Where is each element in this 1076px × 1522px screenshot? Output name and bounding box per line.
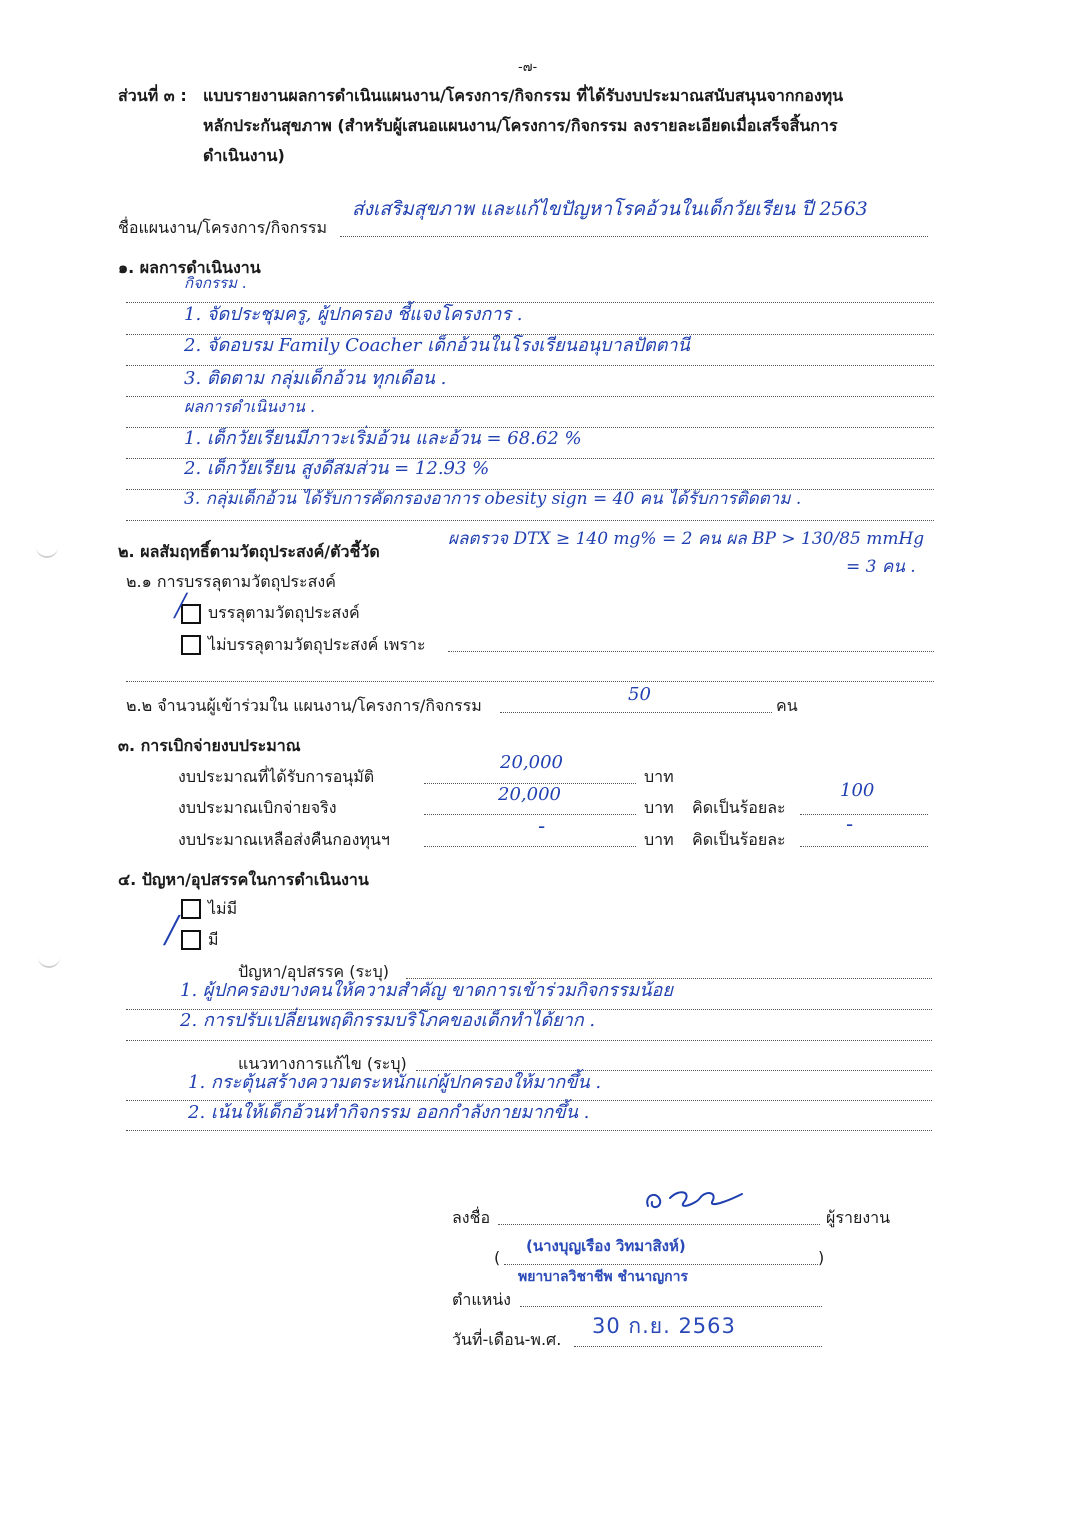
result-line-4: ผลการดำเนินงาน .: [184, 397, 316, 416]
objective-subheading: ๒.๑ การบรรลุตามวัตถุประสงค์: [126, 572, 336, 591]
budget-approved-value: 20,000: [500, 752, 563, 773]
not-achieved-dotline-2: [126, 681, 934, 682]
result-line-1: 1. จัดประชุมครู, ผู้ปกครอง ชี้แจงโครงการ .: [184, 304, 523, 325]
budget-returned-baht: บาท: [644, 830, 674, 849]
position-dotline: [520, 1306, 822, 1307]
name-close-paren: ): [818, 1248, 825, 1267]
results-dotline-1: [126, 302, 934, 303]
project-dotline: [340, 236, 928, 237]
budget-spent-percent: 100: [840, 780, 875, 801]
budget-spent-percent-label: คิดเป็นร้อยละ: [692, 798, 786, 817]
result-line-5: 1. เด็กวัยเรียนมีภาวะเริ่มอ้วน และอ้วน = 68.62 %: [184, 428, 582, 449]
result-line-6: 2. เด็กวัยเรียน สูงดีสมส่วน = 12.93 %: [184, 458, 490, 479]
participants-label: ๒.๒ จำนวนผู้เข้าร่วมใน แผนงาน/โครงการ/กิจกรรม: [126, 696, 482, 715]
section-label: ส่วนที่ ๓ :: [118, 86, 187, 105]
solution-dotline-3: [126, 1130, 932, 1131]
budget-approved-label: งบประมาณที่ได้รับการอนุมัติ: [178, 767, 375, 786]
has-problem-checkbox[interactable]: [181, 930, 201, 950]
not-achieved-label: ไม่บรรลุตามวัตถุประสงค์ เพราะ: [208, 635, 426, 654]
not-achieved-dotline: [448, 651, 934, 652]
solution-line-1: 1. กระตุ้นสร้างความตระหนักแก่ผู้ปกครองให้มากขึ้น .: [188, 1072, 602, 1093]
achieved-check-mark: ╱: [174, 594, 188, 619]
results-dotline-3: [126, 365, 934, 366]
name-open-paren: (: [494, 1248, 501, 1267]
results-heading: ๑. ผลการดำเนินงาน: [118, 258, 261, 277]
solution-dotline-2: [126, 1100, 932, 1101]
result-line-3: 3. ติดตาม กลุ่มเด็กอ้วน ทุกเดือน .: [184, 368, 447, 389]
results-dotline-8: [126, 520, 934, 521]
result-line-2: 2. จัดอบรม Family Coacher เด็กอ้วนในโรงเรียนอนุบาลปัตตานี: [184, 335, 690, 356]
participants-value: 50: [628, 684, 651, 705]
date-value: 30 ก.ย. 2563: [592, 1314, 736, 1338]
signer-name: (นางบุญเรือง วิทมาสิงห์): [526, 1237, 686, 1255]
solution-label: แนวทางการแก้ไข (ระบุ): [238, 1054, 407, 1073]
budget-approved-baht: บาท: [644, 767, 674, 786]
page-number: -๗-: [518, 60, 538, 75]
achieved-label: บรรลุตามวัตถุประสงค์: [208, 603, 360, 622]
participants-unit: คน: [776, 696, 798, 715]
participants-dotline: [500, 712, 772, 713]
issue-line-2: 2. การปรับเปลี่ยนพฤติกรรมบริโภคของเด็กทำได้ยาก .: [180, 1010, 596, 1031]
date-label: วันที่-เดือน-พ.ศ.: [452, 1330, 562, 1349]
date-dotline: [574, 1346, 822, 1347]
position-label: ตำแหน่ง: [452, 1290, 511, 1309]
result-line-0: กิจกรรม .: [184, 274, 247, 292]
solution-line-2: 2. เน้นให้เด็กอ้วนทำกิจกรรม ออกกำลังกายมากขึ้น .: [188, 1102, 590, 1123]
result-line-8: ผลตรวจ DTX ≥ 140 mg% = 2 คน ผล BP > 130/85 mmHg: [448, 529, 925, 549]
not-achieved-checkbox[interactable]: [181, 635, 201, 655]
budget-spent-value: 20,000: [498, 784, 561, 805]
budget-returned-dotline: [424, 846, 636, 847]
budget-spent-dotline: [424, 814, 636, 815]
budget-heading: ๓. การเบิกจ่ายงบประมาณ: [118, 736, 301, 755]
section-title-line2: หลักประกันสุขภาพ (สำหรับผู้เสนอแผนงาน/โครงการ/กิจกรรม ลงรายละเอียดเมื่อเสร็จสิ้นการ: [203, 116, 838, 135]
issue-line-1: 1. ผู้ปกครองบางคนให้ความสำคัญ ขาดการเข้าร่วมกิจกรรมน้อย: [180, 980, 673, 1001]
problems-heading: ๔. ปัญหา/อุปสรรคในการดำเนินงาน: [118, 870, 369, 889]
handwritten-signature-icon: [640, 1178, 750, 1218]
punch-hole-mark: [38, 956, 60, 968]
section-title-line1: แบบรายงานผลการดำเนินแผนงาน/โครงการ/กิจกรรม ที่ได้รับงบประมาณสนับสนุนจากกองทุน: [203, 86, 844, 105]
result-line-9: = 3 คน .: [846, 557, 916, 577]
position-stamp: พยาบาลวิชาชีพ ชำนาญการ: [518, 1269, 689, 1285]
has-problem-check-mark: ╱: [164, 916, 180, 946]
no-problem-checkbox[interactable]: [181, 899, 201, 919]
budget-returned-value: -: [538, 814, 546, 838]
signer-role: ผู้รายงาน: [826, 1208, 891, 1227]
budget-spent-label: งบประมาณเบิกจ่ายจริง: [178, 798, 337, 817]
budget-returned-percent: -: [846, 812, 854, 836]
budget-returned-percent-dotline: [800, 846, 928, 847]
sign-dotline: [498, 1224, 820, 1225]
has-problem-label: มี: [208, 930, 219, 949]
result-line-7: 3. กลุ่มเด็กอ้วน ได้รับการคัดกรองอาการ obesity sign = 40 คน ได้รับการติดตาม .: [184, 489, 802, 509]
punch-hole-mark: [36, 546, 58, 558]
project-value: ส่งเสริมสุขภาพ และแก้ไขปัญหาโรคอ้วนในเด็กวัยเรียน ปี 2563: [352, 198, 868, 220]
budget-spent-percent-dotline: [800, 814, 928, 815]
no-problem-label: ไม่มี: [208, 899, 238, 918]
budget-returned-percent-label: คิดเป็นร้อยละ: [692, 830, 786, 849]
budget-returned-label: งบประมาณเหลือส่งคืนกองทุนฯ: [178, 830, 390, 849]
solution-dotline-1: [416, 1070, 932, 1071]
project-label: ชื่อแผนงาน/โครงการ/กิจกรรม: [118, 218, 328, 237]
name-dotline: [504, 1264, 818, 1265]
section-title-line3: ดำเนินงาน): [203, 146, 285, 165]
sign-label: ลงชื่อ: [452, 1208, 491, 1227]
issue-label: ปัญหา/อุปสรรค (ระบุ): [238, 962, 390, 981]
issue-dotline-3: [126, 1040, 932, 1041]
budget-spent-baht: บาท: [644, 798, 674, 817]
issue-dotline-1: [406, 978, 932, 979]
outcomes-heading: ๒. ผลสัมฤทธิ์ตามวัตถุประสงค์/ตัวชี้วัด: [118, 542, 380, 561]
